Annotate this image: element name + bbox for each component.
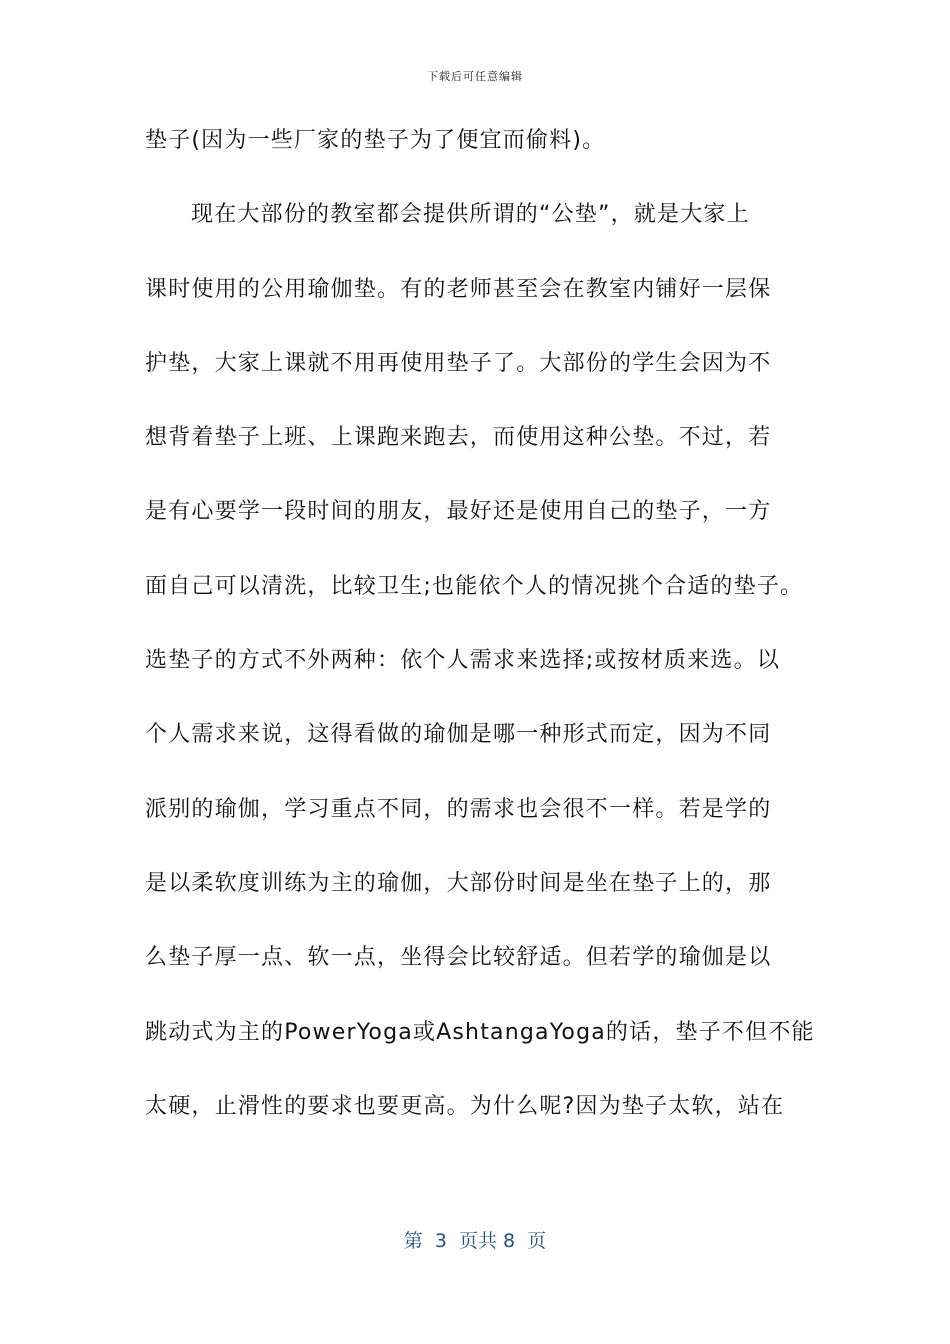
paragraph-line: 跳动式为主的PowerYoga或AshtangaYoga的话，垫子不但不能 [145, 1019, 815, 1045]
paragraph-line: 是以柔软度训练为主的瑜伽，大部份时间是坐在垫子上的，那 [145, 870, 772, 896]
paragraph-line: 护垫，大家上课就不用再使用垫子了。大部份的学生会因为不 [145, 350, 772, 376]
paragraph-line: 垫子(因为一些厂家的垫子为了便宜而偷料)。 [145, 128, 606, 153]
paragraph-line: 课时使用的公用瑜伽垫。有的老师甚至会在教室内铺好一层保 [145, 276, 772, 302]
paragraph-line: 面自己可以清洗，比较卫生;也能依个人的情况挑个合适的垫子。 [145, 573, 804, 599]
paragraph-line: 现在大部份的教室都会提供所谓的“公垫”，就是大家上 [191, 202, 750, 228]
paragraph-line: 派别的瑜伽，学习重点不同，的需求也会很不一样。若是学的 [145, 796, 772, 822]
paragraph-line: 么垫子厚一点、软一点，坐得会比较舒适。但若学的瑜伽是以 [145, 945, 772, 971]
paragraph-line: 选垫子的方式不外两种：依个人需求来选择;或按材质来选。以 [145, 648, 781, 674]
paragraph-line: 太硬，止滑性的要求也要更高。为什么呢?因为垫子太软，站在 [145, 1093, 785, 1119]
paragraph-line: 个人需求来说，这得看做的瑜伽是哪一种形式而定，因为不同 [145, 722, 772, 748]
page-number-footer: 第 3 页共 8 页 [403, 1230, 547, 1252]
document-body [145, 125, 845, 1165]
page-header: 下载后可任意编辑 [427, 70, 523, 83]
paragraph-line: 是有心要学一段时间的朋友，最好还是使用自己的垫子，一方 [145, 499, 772, 525]
paragraph-line: 想背着垫子上班、上课跑来跑去，而使用这种公垫。不过，若 [145, 425, 772, 451]
